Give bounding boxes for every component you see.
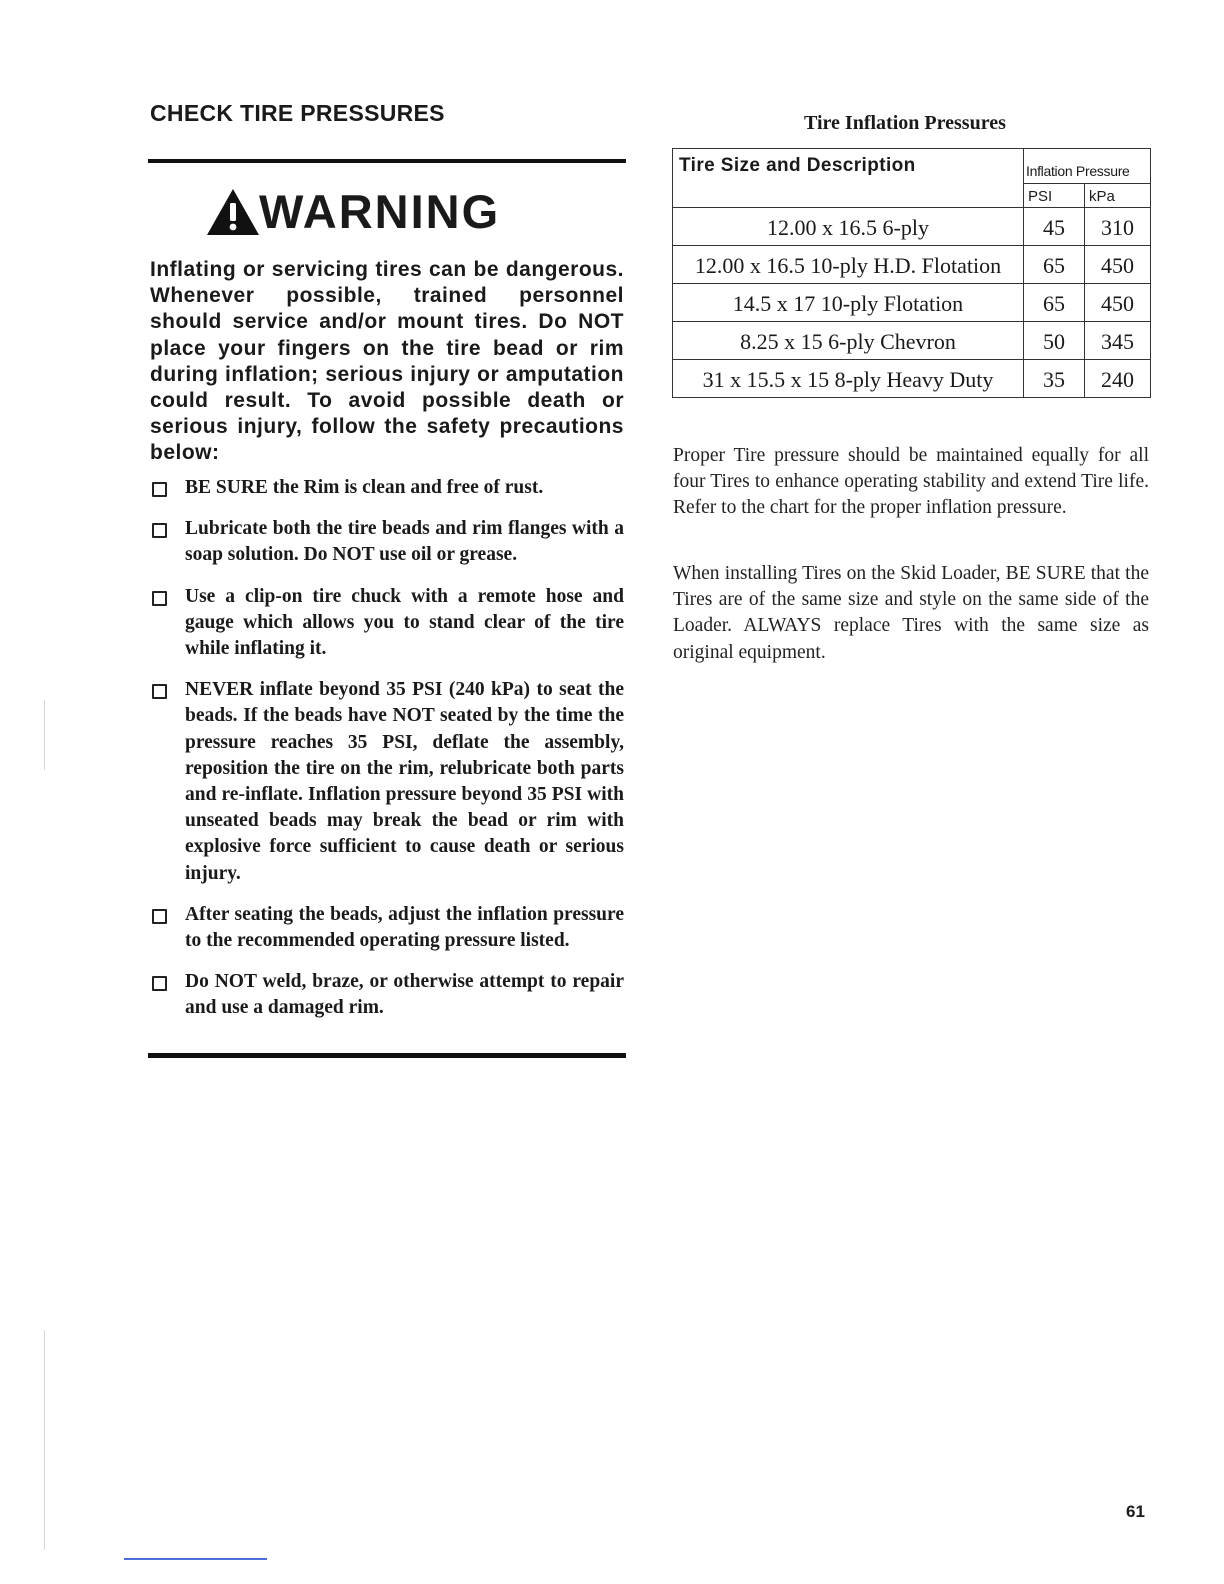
kpa-cell: 450 — [1085, 284, 1151, 322]
checklist-item-text: BE SURE the Rim is clean and free of rust. — [185, 477, 544, 498]
scan-artifact — [124, 1558, 267, 1560]
tire-desc-cell: 14.5 x 17 10-ply Flotation — [673, 284, 1024, 322]
checklist-item-text: After seating the beads, adjust the inflation pressure to the recommended operating pressure listed. — [185, 903, 624, 952]
kpa-cell: 240 — [1085, 360, 1151, 398]
scan-artifact — [44, 1330, 45, 1550]
checklist-item — [150, 516, 624, 568]
checkbox-icon — [152, 684, 167, 699]
tire-pressure-paragraph: Proper Tire pressure should be maintained equally for all four Tires to enhance operating stability and extend Tire life. Refer to the chart for the proper inflation pressure. — [673, 445, 1149, 519]
checkbox-icon — [152, 909, 167, 924]
checklist-item — [150, 584, 624, 663]
checkbox-icon — [152, 523, 167, 538]
checklist-item — [150, 475, 624, 501]
warning-label: WARNING — [259, 185, 501, 238]
checklist-item — [150, 677, 624, 887]
header-inflation-pressure: Inflation Pressure — [1024, 149, 1151, 184]
checklist-item-text: Do NOT weld, braze, or otherwise attempt to repair and use a damaged rim. — [185, 971, 624, 1019]
warning-top-rule — [148, 159, 626, 163]
table-row — [673, 322, 1151, 360]
psi-cell: 45 — [1024, 208, 1085, 246]
checkbox-icon — [152, 591, 167, 606]
tire-desc-cell: 12.00 x 16.5 10-ply H.D. Flotation — [673, 246, 1024, 284]
warning-header — [205, 172, 500, 242]
checklist-item-text: NEVER inflate beyond 35 PSI (240 kPa) to seat the beads. If the beads have NOT seated by the time the pressure reaches 35 PSI, deflate the assembly, reposition the tire on the rim, relubricate both parts and re-inflate. Inflation pressure beyond 35 PSI with unseated beads may break the bead or rim with explosive force sufficient to cause death or serious injury. — [185, 679, 624, 884]
kpa-cell: 345 — [1085, 322, 1151, 360]
checkbox-icon — [152, 976, 167, 991]
table-title: Tire Inflation Pressures — [804, 112, 1006, 134]
checkbox-icon — [152, 482, 167, 497]
psi-cell: 65 — [1024, 246, 1085, 284]
table-row — [673, 208, 1151, 246]
scan-artifact — [44, 700, 45, 770]
checklist-item-text: Use a clip-on tire chuck with a remote hose and gauge which allows you to stand clear of the tire while inflating it. — [185, 585, 624, 660]
header-tire-size: Tire Size and Description — [673, 149, 1024, 208]
tire-desc-cell: 12.00 x 16.5 6-ply — [673, 208, 1024, 246]
tire-pressure-table — [672, 148, 1151, 398]
kpa-cell: 450 — [1085, 246, 1151, 284]
header-kpa: kPa — [1085, 184, 1151, 208]
tire-desc-cell: 8.25 x 15 6-ply Chevron — [673, 322, 1024, 360]
section-title: CHECK TIRE PRESSURES — [150, 100, 445, 126]
kpa-cell: 310 — [1085, 208, 1151, 246]
warning-text: Inflating or servicing tires can be dangerous. Whenever possible, trained personnel should service and/or mount tires. Do NOT place your fingers on the tire bead or rim during inflation; serious injury or amputation could result. To avoid possible death or serious injury, follow the safety precautions below: — [150, 258, 624, 465]
checklist-item — [150, 969, 624, 1021]
header-psi: PSI — [1024, 184, 1085, 208]
table-row — [673, 360, 1151, 398]
warning-triangle-icon — [205, 187, 261, 237]
tire-desc-cell: 31 x 15.5 x 15 8-ply Heavy Duty — [673, 360, 1024, 398]
warning-bottom-rule — [148, 1053, 626, 1058]
table-row — [673, 284, 1151, 322]
safety-checklist — [150, 475, 624, 1037]
checklist-item-text: Lubricate both the tire beads and rim flanges with a soap solution. Do NOT use oil or grease. — [185, 518, 624, 566]
psi-cell: 35 — [1024, 360, 1085, 398]
page-number: 61 — [1126, 1502, 1145, 1521]
psi-cell: 50 — [1024, 322, 1085, 360]
tire-installation-paragraph: When installing Tires on the Skid Loader, BE SURE that the Tires are of the same size and style on the same side of the Loader. ALWAYS replace Tires with the same size as original equipment. — [673, 563, 1149, 663]
table-row — [673, 246, 1151, 284]
checklist-item — [150, 902, 624, 954]
psi-cell: 65 — [1024, 284, 1085, 322]
